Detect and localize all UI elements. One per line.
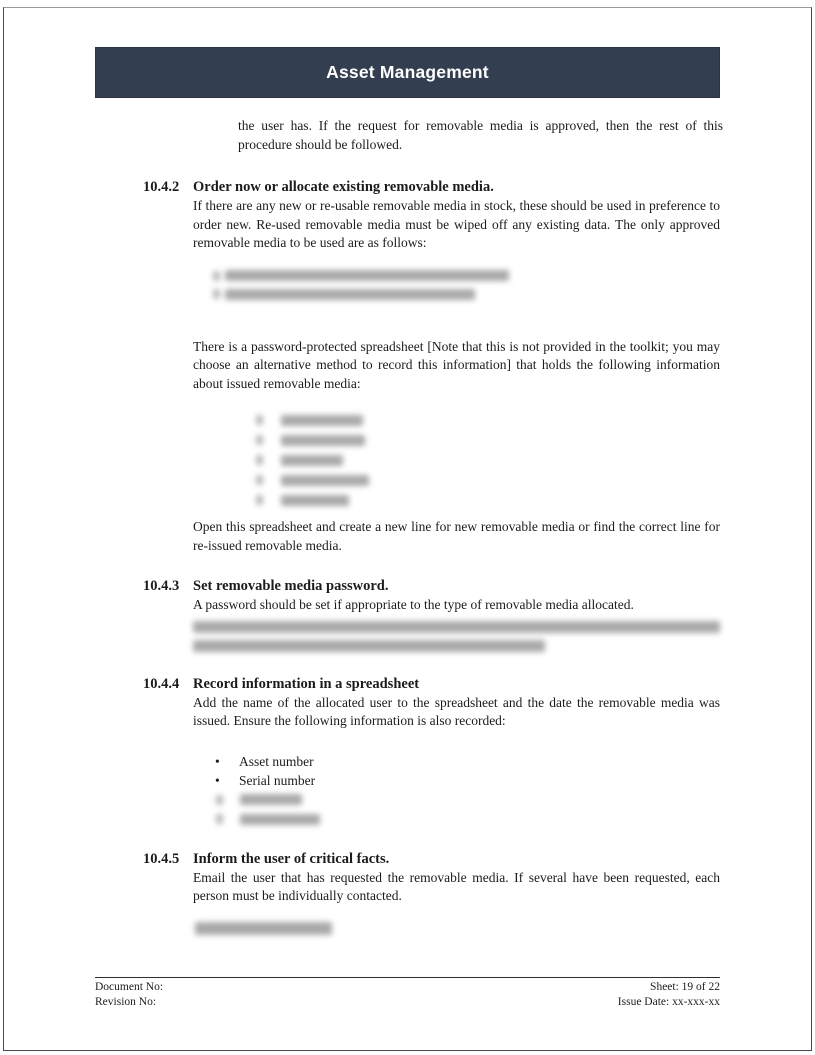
section-10-4-4-paragraph-1: Add the name of the allocated user to the spreadsheet and the date the removable media was issued. Ensure the following information is also recorded: xyxy=(193,694,720,728)
redacted-text-bar xyxy=(240,794,302,805)
redacted-text-bar xyxy=(281,435,365,446)
section-heading-10-4-3 xyxy=(143,577,720,596)
redacted-list-marker xyxy=(256,495,263,505)
redacted-line-inform-user xyxy=(195,920,815,939)
redacted-text-bar xyxy=(193,640,545,652)
section-10-4-2-paragraph-3: Open this spreadsheet and create a new line for new removable media or find the correct line for re-issued removable media. xyxy=(193,519,720,553)
footer-document-no: Document No: xyxy=(95,981,164,993)
section-title: Inform the user of critical facts. xyxy=(193,850,390,867)
bullet-icon: • xyxy=(215,772,220,788)
redacted-list-marker xyxy=(256,455,263,465)
section-10-4-3-paragraph-1: A password should be set if appropriate to the type of removable media allocated. xyxy=(193,597,634,612)
redacted-text-bar xyxy=(281,415,363,426)
redacted-line xyxy=(195,920,815,939)
section-heading-10-4-2 xyxy=(143,178,720,197)
redacted-line xyxy=(256,430,815,450)
section-heading-10-4-4 xyxy=(143,675,720,694)
redacted-paragraph-password xyxy=(193,618,720,656)
redacted-text-bar xyxy=(193,621,720,633)
redacted-list-marker xyxy=(216,814,223,824)
redacted-text-bar xyxy=(195,922,332,935)
redacted-list-approved-media xyxy=(213,267,815,304)
footer-issue-date: Issue Date: xx-xxx-xx xyxy=(617,995,720,1008)
redacted-line xyxy=(256,410,815,430)
redacted-list-marker xyxy=(256,415,263,425)
redacted-text-bar xyxy=(225,270,509,281)
redacted-line xyxy=(256,470,815,490)
redacted-list-marker xyxy=(213,271,220,281)
document-title: Asset Management xyxy=(326,62,489,82)
redacted-text-bar xyxy=(281,475,369,486)
redacted-list-spreadsheet-fields xyxy=(256,410,815,510)
redacted-list-marker xyxy=(213,289,220,299)
redacted-list-marker xyxy=(256,475,263,485)
section-number: 10.4.5 xyxy=(143,850,180,867)
section-10-4-2-paragraph-2: There is a password-protected spreadsheet [Note that this is not provided in the toolkit; you may choose an alternative method to record this information] that holds the following information about issued removable media: xyxy=(193,338,720,391)
bullet-icon: • xyxy=(215,753,220,769)
page-footer xyxy=(95,977,720,1009)
redacted-text-bar xyxy=(281,495,349,506)
footer-revision-no: Revision No: xyxy=(95,995,157,1008)
section-number: 10.4.4 xyxy=(143,675,180,692)
redacted-text-bar xyxy=(225,289,475,300)
title-banner xyxy=(95,47,720,98)
redacted-line xyxy=(256,490,815,510)
section-heading-10-4-5 xyxy=(143,850,720,869)
list-item xyxy=(215,771,720,790)
section-10-4-2-paragraph-1: If there are any new or re-usable removable media in stock, these should be used in preference to order new. Re-used removable media must be wiped off any existing data. The only approved removable media to be used are as follows: xyxy=(193,198,720,250)
redacted-line xyxy=(193,618,720,637)
redacted-text-bar xyxy=(240,814,320,825)
section-title: Order now or allocate existing removable media. xyxy=(193,179,494,195)
redacted-list-item xyxy=(215,790,720,809)
footer-sheet-number: Sheet: 19 of 22 xyxy=(650,981,720,993)
intro-paragraph: the user has. If the request for removable media is approved, then the rest of this procedure should be followed. xyxy=(238,118,723,152)
list-item xyxy=(215,752,720,771)
bullet-label: Asset number xyxy=(239,753,314,769)
redacted-line xyxy=(256,450,815,470)
bullet-label: Serial number xyxy=(239,772,316,788)
recorded-info-bullet-list xyxy=(215,752,720,829)
redacted-line xyxy=(193,637,720,656)
redacted-line xyxy=(213,285,815,304)
redacted-list-marker xyxy=(216,795,223,805)
section-number: 10.4.2 xyxy=(143,179,180,195)
section-title: Record information in a spreadsheet xyxy=(193,675,420,692)
redacted-list-item xyxy=(215,809,720,828)
redacted-line xyxy=(213,267,815,286)
footer-divider xyxy=(95,977,720,978)
section-title: Set removable media password. xyxy=(193,578,389,594)
redacted-list-marker xyxy=(256,435,263,445)
section-number: 10.4.3 xyxy=(143,578,180,594)
redacted-text-bar xyxy=(281,455,343,466)
section-10-4-5-paragraph-1: Email the user that has requested the removable media. If several have been requested, each person must be individually contacted. xyxy=(193,869,720,904)
